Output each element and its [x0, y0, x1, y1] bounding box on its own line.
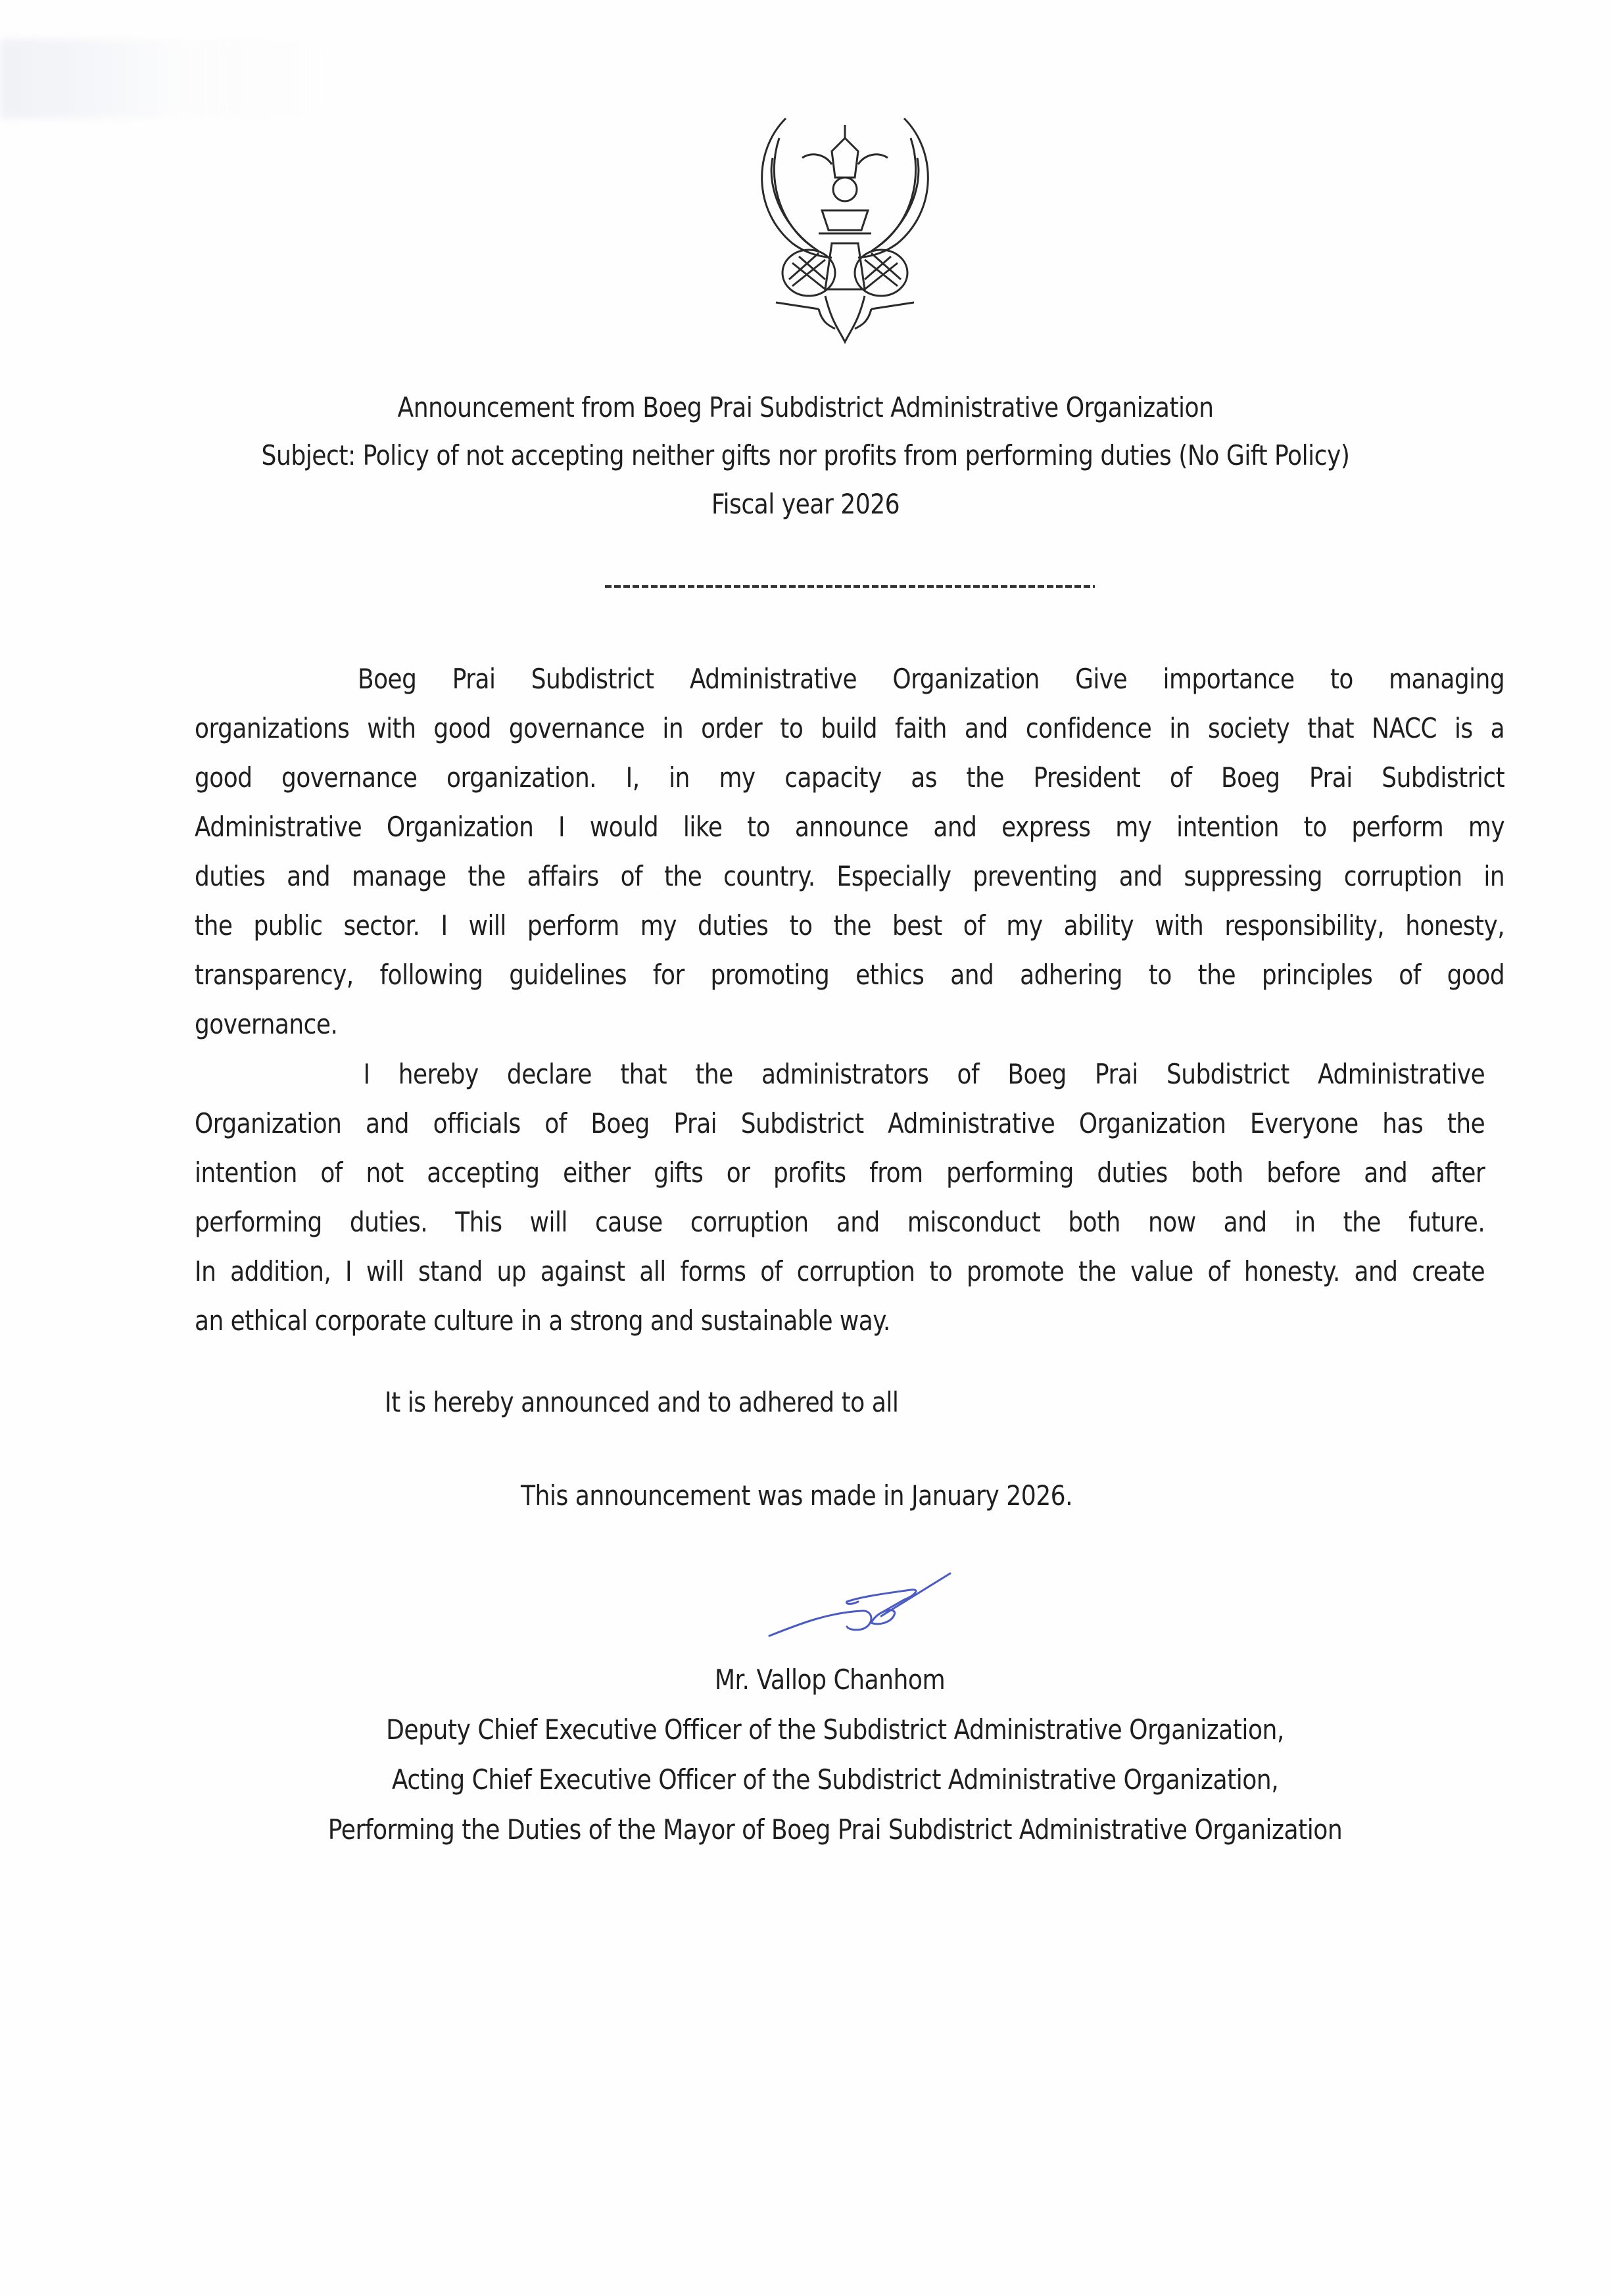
signature-icon — [763, 1564, 960, 1642]
signatory-title-3: Performing the Duties of the Mayor of Boeg Prai Subdistrict Administrative Organization — [327, 1813, 1343, 1846]
paragraph-2-line: In addition, I will stand up against all forms of corruption to promote the value of honesty. and create — [195, 1255, 1485, 1287]
paragraph-1-line: governance. — [195, 1008, 338, 1040]
paragraph-1-line: duties and manage the affairs of the country. Especially preventing and suppressing corruption in — [195, 860, 1505, 892]
paragraph-1-line: good governance organization. I, in my capacity as the President of Boeg Prai Subdistrict — [195, 761, 1505, 794]
paragraph-2-line: performing duties. This will cause corruption and misconduct both now and in the future. — [195, 1206, 1485, 1238]
signatory-name: Mr. Vallop Chanhom — [714, 1663, 946, 1696]
paragraph-1 — [195, 654, 1503, 1049]
garuda-emblem-icon — [740, 112, 950, 348]
paragraph-1-line: Boeg Prai Subdistrict Administrative Organization Give importance to managing — [357, 663, 1505, 695]
paragraph-2-line: intention of not accepting either gifts or profits from performing duties both before and after — [195, 1157, 1485, 1189]
paragraph-2-line: I hereby declare that the administrators of Boeg Prai Subdistrict Administrative — [363, 1058, 1485, 1090]
paragraph-1-line: Administrative Organization I would like to announce and express my intention to perform my — [195, 811, 1505, 843]
scan-artifact — [0, 39, 368, 118]
paragraph-1-line: the public sector. I will perform my duties to the best of my ability with responsibility, honesty, — [195, 909, 1505, 942]
header-title: Announcement from Boeg Prai Subdistrict Administrative Organization — [397, 391, 1214, 423]
paragraph-2 — [195, 1049, 1503, 1345]
paragraph-2-line: an ethical corporate culture in a strong and sustainable way. — [195, 1304, 890, 1337]
announcement-date: This announcement was made in January 2026. — [521, 1479, 1073, 1512]
paragraph-1-line: transparency, following guidelines for promoting ethics and adhering to the principles of good — [195, 959, 1505, 991]
paragraph-1-line: organizations with good governance in order to build faith and confidence in society that NACC is a — [195, 712, 1505, 744]
header-subject: Subject: Policy of not accepting neither gifts nor profits from performing duties (No Gift Policy) — [261, 439, 1350, 471]
header-fiscal-year: Fiscal year 2026 — [711, 488, 900, 520]
signatory-title-1: Deputy Chief Executive Officer of the Subdistrict Administrative Organization, — [386, 1713, 1284, 1746]
signatory-title-2: Acting Chief Executive Officer of the Subdistrict Administrative Organization, — [391, 1763, 1279, 1796]
separator-line — [605, 585, 1095, 588]
closing-statement: It is hereby announced and to adhered to all — [385, 1386, 899, 1418]
paragraph-2-line: Organization and officials of Boeg Prai Subdistrict Administrative Organization Everyone has the — [195, 1107, 1485, 1139]
